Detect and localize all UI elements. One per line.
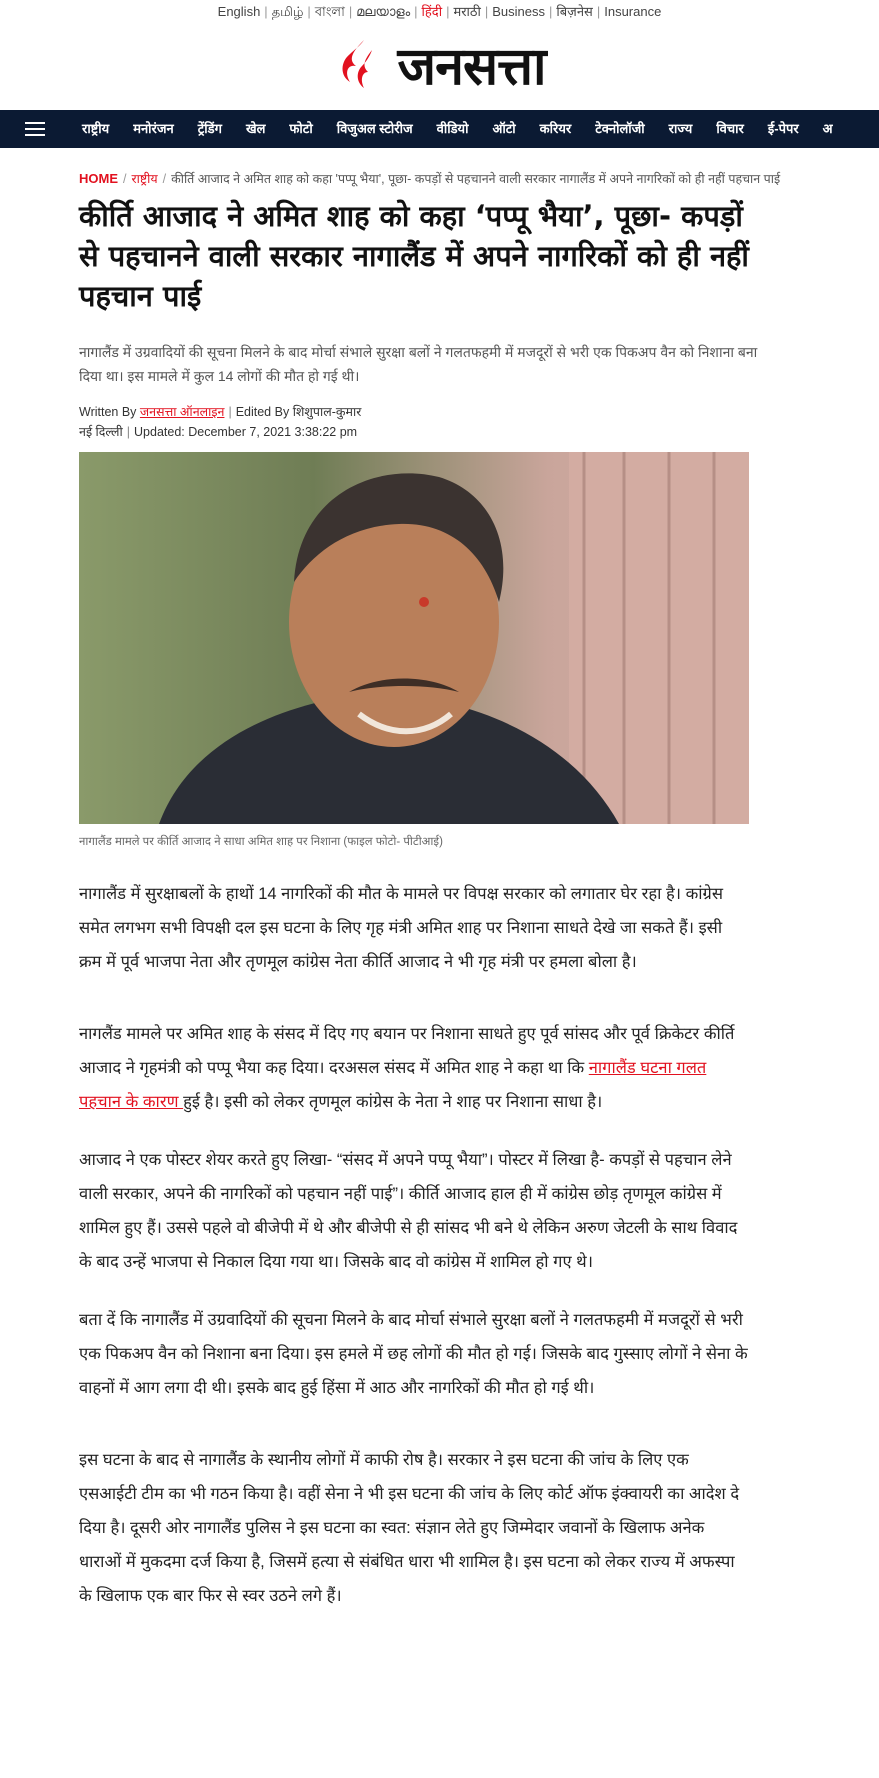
article-paragraph: नागालैंड में सुरक्षाबलों के हाथों 14 नागरिकों की मौत के मामले पर विपक्ष सरकार को लगातार घेर रहा है। कांग्रेस समेत लगभग सभी विपक्षी दल इस घटना के लिए गृह मंत्री अमित शाह पर निशाना साधते देखे जा सकते हैं। इसी क्रम में पूर्व भाजपा नेता और तृणमूल कांग्रेस नेता कीर्ति आजाद ने भी गृह मंत्री पर हमला बोला है।: [79, 885, 723, 971]
breadcrumb-separator: /: [123, 172, 127, 186]
breadcrumb: [79, 170, 869, 187]
lang-tamil[interactable]: தமிழ்: [271, 4, 304, 19]
article-body: [79, 877, 749, 1651]
byline: [79, 402, 759, 442]
nav-item-national[interactable]: राष्ट्रीय: [82, 121, 110, 136]
related-story-link[interactable]: नागालैंड घटना गलत पहचान के कारण: [79, 1059, 707, 1111]
edited-by-label: Edited By: [235, 405, 290, 419]
article-paragraph: [79, 1017, 749, 1119]
site-logo[interactable]: [0, 28, 879, 100]
article-paragraph: बता दें कि नागालैंड में उग्रवादियों की सूचना मिलने के बाद मोर्चा संभाले सुरक्षा बलों ने गलतफहमी में मजदूरों से भरी एक पिकअप वैन को निशाना बना दिया। इस हमले में छह लोगों की मौत हो गई। जिसके बाद गुस्साए लोगों ने सेना के वाहनों में आग लगा दी थी। इसके बाद हुई हिंसा में आठ और नागरिकों की मौत हो गई थी।: [79, 1311, 748, 1397]
nav-item-more[interactable]: अ: [822, 121, 833, 136]
lang-separator: |: [549, 4, 553, 19]
lang-business-hindi[interactable]: बिज़नेस: [556, 4, 593, 19]
hero-photo-illustration: [79, 452, 749, 824]
hamburger-icon[interactable]: [0, 110, 70, 148]
logo-flame-icon: [334, 36, 390, 92]
lang-separator: |: [484, 4, 489, 19]
breadcrumb-current: कीर्ति आजाद ने अमित शाह को कहा 'पप्पू भैया', पूछा- कपड़ों से पहचानने वाली सरकार नागालैंड में अपने नागरिकों को ही नहीं पहचान पाई: [171, 172, 781, 186]
article-headline: कीर्ति आजाद ने अमित शाह को कहा ‘पप्पू भैया’, पूछा- कपड़ों से पहचानने वाली सरकार नागालैंड में अपने नागरिकों को ही नहीं पहचान पाई: [79, 199, 749, 313]
lang-separator: |: [446, 4, 450, 19]
nav-item-state[interactable]: राज्य: [668, 121, 693, 136]
author-link[interactable]: जनसत्ता ऑनलाइन: [139, 405, 225, 419]
nav-item-entertainment[interactable]: मनोरंजन: [133, 121, 174, 136]
language-bar: [0, 0, 879, 24]
lang-insurance[interactable]: Insurance: [604, 4, 662, 19]
article-paragraph: आजाद ने एक पोस्टर शेयर करते हुए लिखा- “संसद में अपने पप्पू भैया”। पोस्टर में लिखा है- कपड़ों से पहचान लेने वाली सरकार, अपने की नागरिकों को पहचान नहीं पाई”। कीर्ति आजाद हाल ही में कांग्रेस छोड़ तृणमूल कांग्रेस में शामिल हुए हैं। उससे पहले वो बीजेपी में थे और बीजेपी से ही सांसद भी बने थे लेकिन अरुण जेटली के साथ विवाद के बाद उन्हें भाजपा से निकाल दिया गया था। जिसके बाद वो कांग्रेस में शामिल हो गए थे।: [79, 1151, 738, 1271]
logo-text: जनसत्ता: [397, 36, 546, 97]
lang-separator: |: [414, 4, 418, 19]
lang-separator: |: [307, 4, 311, 19]
nav-item-trending[interactable]: ट्रेंडिंग: [197, 121, 222, 136]
lang-bangla[interactable]: বাংলা: [314, 4, 345, 19]
breadcrumb-category[interactable]: राष्ट्रीय: [131, 172, 158, 186]
dateline-location: नई दिल्ली: [79, 425, 123, 439]
nav-item-opinion[interactable]: विचार: [716, 121, 744, 136]
lang-marathi[interactable]: मराठी: [453, 4, 481, 19]
lang-separator: |: [348, 4, 353, 19]
nav-item-visual-stories[interactable]: विजुअल स्टोरीज: [336, 121, 413, 136]
article-hero-image: [79, 452, 749, 824]
nav-item-sports[interactable]: खेल: [245, 121, 266, 136]
written-by-label: Written By: [79, 405, 137, 419]
paragraph-text: हुई है। इसी को लेकर तृणमूल कांग्रेस के नेता ने शाह पर निशाना साधा है।: [183, 1093, 603, 1111]
breadcrumb-home[interactable]: HOME: [79, 171, 118, 186]
byline-separator: |: [228, 405, 232, 419]
breadcrumb-separator: /: [162, 172, 167, 186]
nav-item-auto[interactable]: ऑटो: [492, 121, 516, 136]
nav-item-photo[interactable]: फोटो: [289, 121, 313, 136]
lang-separator: |: [264, 4, 268, 19]
nav-item-technology[interactable]: टेक्नोलॉजी: [595, 121, 645, 136]
lang-english[interactable]: English: [217, 4, 261, 19]
updated-timestamp: Updated: December 7, 2021 3:38:22 pm: [134, 425, 358, 439]
article-summary: नागालैंड में उग्रवादियों की सूचना मिलने के बाद मोर्चा संभाले सुरक्षा बलों ने गलतफहमी में मजदूरों से भरी एक पिकअप वैन को निशाना बना दिया था। इस मामले में कुल 14 लोगों की मौत हो गई थी।: [79, 344, 758, 384]
nav-item-career[interactable]: करियर: [539, 121, 572, 136]
lang-business[interactable]: Business: [492, 4, 545, 19]
editor-name: शिशुपाल-कुमार: [292, 405, 362, 419]
image-caption: नागालैंड मामले पर कीर्ति आजाद ने साधा अमित शाह पर निशाना (फाइल फोटो- पीटीआई): [79, 836, 443, 848]
lang-hindi[interactable]: हिंदी: [421, 4, 443, 19]
main-nav: [0, 110, 879, 148]
nav-item-video[interactable]: वीडियो: [436, 121, 469, 136]
byline-separator: |: [126, 425, 131, 439]
paragraph-text: नागलैंड मामले पर अमित शाह के संसद में दिए गए बयान पर निशाना साधते हुए पूर्व सांसद और पूर्व क्रिकेटर कीर्ति आजाद ने गृहमंत्री को पप्पू भैया कह दिया। दरअसल संसद में अमित शाह ने कहा था कि: [79, 1025, 735, 1077]
lang-separator: |: [596, 4, 601, 19]
nav-item-epaper[interactable]: ई-पेपर: [767, 121, 799, 136]
lang-malayalam[interactable]: മലയാളം: [356, 4, 411, 19]
article-paragraph: इस घटना के बाद से नागालैंड के स्थानीय लोगों में काफी रोष है। सरकार ने इस घटना की जांच के लिए एक एसआईटी टीम का भी गठन किया है। वहीं सेना ने भी इस घटना की जांच के लिए कोर्ट ऑफ इंक्वायरी का आदेश दे दिया है। दूसरी ओर नागालैंड पुलिस ने इस घटना का स्वत: संज्ञान लेते हुए जिम्मेदार जवानों के खिलाफ अनेक धाराओं में मुकदमा दर्ज किया है, जिसमें हत्या से संबंधित धारा भी शामिल है। इस घटना को लेकर राज्य में अफस्पा के खिलाफ एक बार फिर से स्वर उठने लगे हैं।: [79, 1451, 740, 1605]
